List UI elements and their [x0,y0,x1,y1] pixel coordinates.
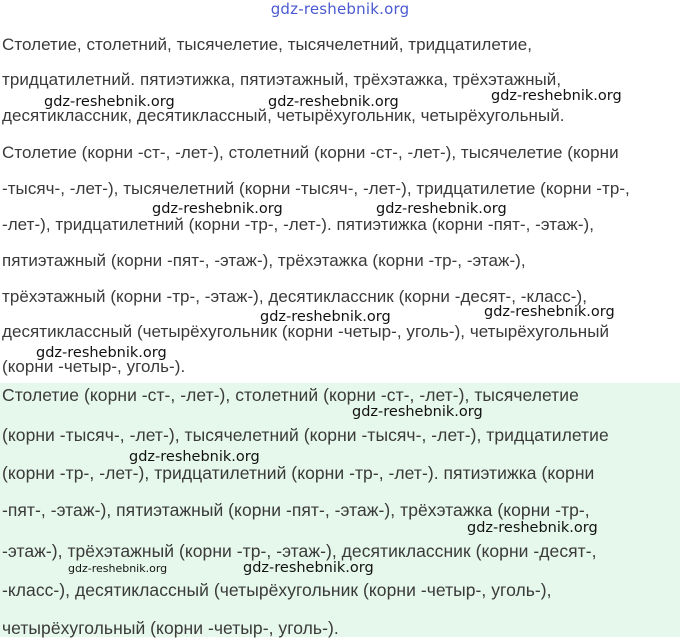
watermark: gdz-reshebnik.org [68,562,168,575]
watermark: gdz-reshebnik.org [152,201,283,217]
answer-line-2: -тысяч-, -лет-), тысячелетний (корни -тысяч-, -лет-), тридцатилетие (корни -тр-, [2,179,630,198]
watermark: gdz-reshebnik.org [491,88,622,104]
task-line-2: тридцатилетний. пятиэтижка, пятиэтажный, трёхэтажка, трёхэтажный, [2,70,562,89]
highlighted-line-3: (корни -тр-, -лет-), тридцатилетний (корни -тр-, -лет-). пятиэтижка (корни [2,463,595,483]
highlighted-line-4: -пят-, -этаж-), пятиэтажный (корни -пят-, -этаж-), трёхэтажка (корни -тр-, [2,500,590,520]
answer-line-1: Столетие (корни -ст-, -лет-), столетний (корни -ст-, -лет-), тысячелетие (корни [2,143,619,162]
answer-line-6: десятиклассный (четырёхугольник (корни -четыр-, уголь-), четырёхугольный [2,322,610,341]
highlighted-line-5: -этаж-), трёхэтажный (корни -тр-, -этаж-), десятиклассник (корни -десят-, [2,541,597,561]
watermark: gdz-reshebnik.org [352,404,483,420]
watermark: gdz-reshebnik.org [243,560,374,576]
watermark: gdz-reshebnik.org [260,309,391,325]
watermark: gdz-reshebnik.org [376,201,507,217]
answer-line-3: -лет-), тридцатилетний (корни -тр-, -лет-). пятиэтижка (корни -пят-, -этаж-), [2,215,595,234]
watermark: gdz-reshebnik.org [36,345,167,361]
highlighted-line-7: четырёхугольный (корни -четыр-, уголь-). [2,618,339,638]
answer-line-4: пятиэтажный (корни -пят-, -этаж-), трёхэтажка (корни -тр-, -этаж-), [2,251,526,270]
answer-line-7: (корни -четыр-, уголь-). [2,357,186,376]
highlighted-line-2: (корни -тысяч-, -лет-), тысячелетний (корни -тысяч-, -лет-), тридцатилетие [2,425,609,445]
watermark: gdz-reshebnik.org [44,94,175,110]
watermark: gdz-reshebnik.org [268,94,399,110]
watermark: gdz-reshebnik.org [129,449,260,465]
site-link[interactable]: gdz-reshebnik.org [270,0,410,18]
highlighted-line-1: Столетие (корни -ст-, -лет-), столетний (корни -ст-, -лет-), тысячелетие [2,385,579,405]
task-line-3: десятиклассник, десятиклассный, четырёхугольник, четырёхугольный. [2,106,565,125]
answer-line-5: трёхэтажный (корни -тр-, -этаж-), десятиклассник (корни -десят-, -класс-), [2,287,587,306]
watermark: gdz-reshebnik.org [484,304,615,320]
task-line-1: Столетие, столетний, тысячелетие, тысячелетний, тридцатилетие, [2,35,532,54]
watermark: gdz-reshebnik.org [467,520,598,536]
highlighted-line-6: -класс-), десятиклассный (четырёхугольник (корни -четыр-, уголь-), [2,580,552,600]
